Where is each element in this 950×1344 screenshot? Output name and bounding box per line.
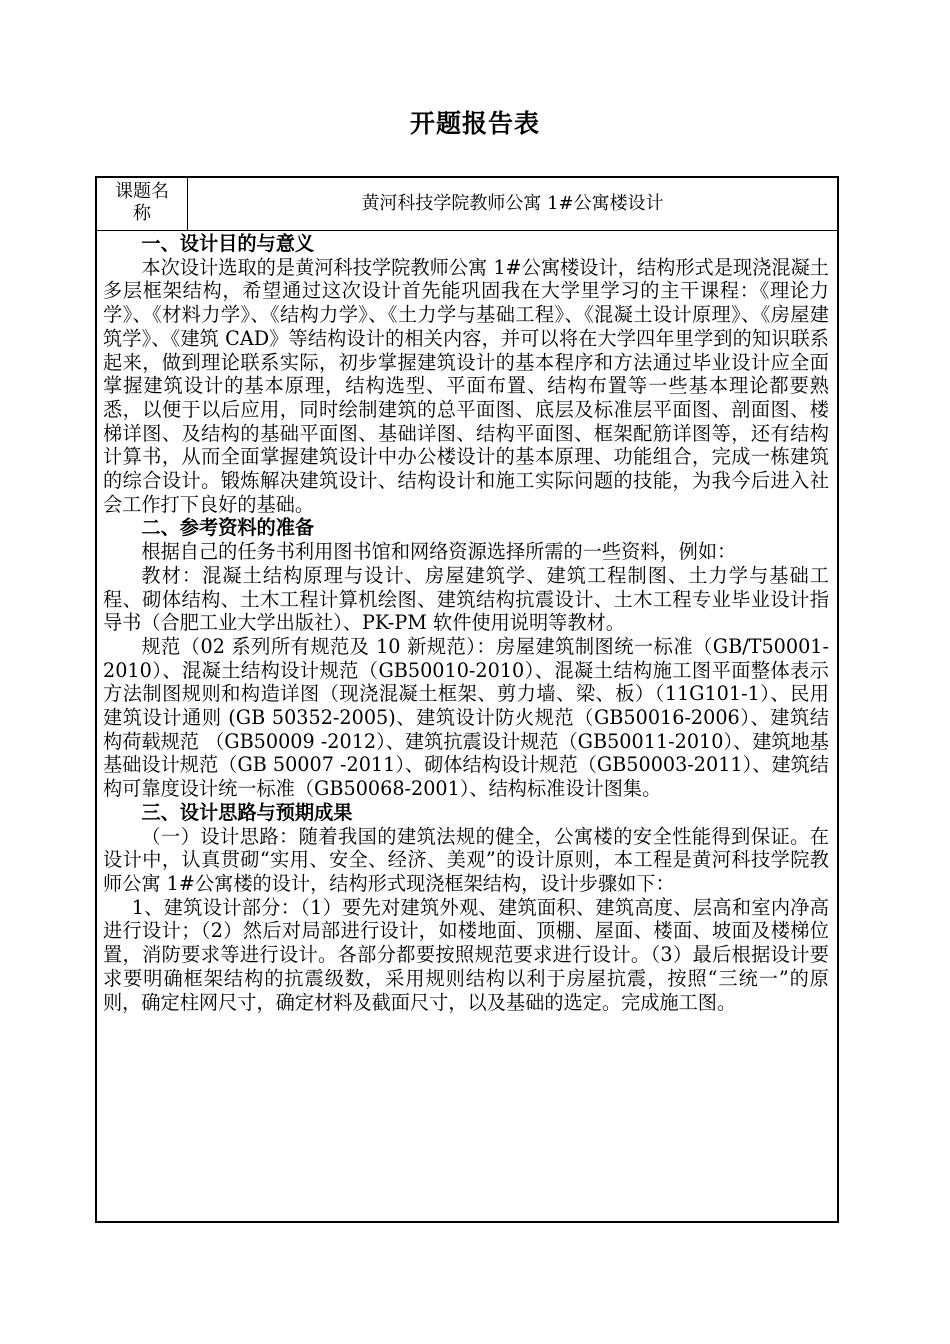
topic-label-line1: 课题名	[115, 181, 169, 202]
section-paragraph: 规范（02 系列所有规范及 10 新规范）：房屋建筑制图统一标准（GB/T50001-2010）、混凝土结构设计规范（GB50010-2010）、混凝土结构施工图平面整体表示方法制图规则和构造详图（现浇混凝土框架、剪力墙、梁、板）（11G101-1）、民用建筑设计通则 (GB 50352-2005)、建筑设计防火规范（GB50016-2006）、建筑结构荷载规范 （GB50009 -2012）、建筑抗震设计规范（GB50011-2010）、建筑地基基础设计规范（GB 50007 -2011）、砌体结构设计规范（GB50003-2011）、建筑结构可靠度设计统一标准（GB50068-2001）、结构标准设计图集。	[103, 634, 829, 801]
section-heading-references: 二、参考资料的准备	[141, 516, 315, 540]
topic-label-line2: 称	[133, 203, 151, 224]
topic-label	[97, 178, 188, 230]
section-paragraph: 1、建筑设计部分：（1）要先对建筑外观、建筑面积、建筑高度、层高和室内净高进行设计；（2）然后对局部进行设计，如楼地面、顶棚、屋面、楼面、坡面及楼梯位置，消防要求等进行设计。各部分都要按照规范要求进行设计。（3）最后根据设计要求要明确框架结构的抗震级数，采用规则结构以利于房屋抗震，按照“三统一”的原则，确定柱网尺寸，确定材料及截面尺寸，以及基础的选定。完成施工图。	[103, 895, 829, 1014]
topic-row	[97, 178, 837, 231]
section-heading-approach: 三、设计思路与预期成果	[141, 800, 353, 824]
section-paragraph: 本次设计选取的是黄河科技学院教师公寓 1#公寓楼设计，结构形式是现浇混凝土多层框架结构，希望通过这次设计首先能巩固我在大学里学习的主干课程：《理论力学》、《材料力学》、《结构力学》、《土力学与基础工程》、《混凝土设计原理》、《房屋建筑学》、《建筑 CAD》等结构设计的相关内容，并可以将在大学四年里学到的知识联系起来，做到理论联系实际，初步掌握建筑设计的基本程序和方法通过毕业设计应全面掌握建筑设计的基本原理，结构选型、平面布置、结构布置等一些基本理论都要熟悉，以便于以后应用，同时绘制建筑的总平面图、底层及标准层平面图、剖面图、楼梯详图、及结构的基础平面图、基础详图、结构平面图、框架配筋详图等，还有结构计算书，从而全面掌握建筑设计中办公楼设计的基本原理、功能组合，完成一栋建筑的综合设计。锻炼解决建筑设计、结构设计和施工实际问题的技能，为我今后进入社会工作打下良好的基础。	[103, 255, 829, 516]
section-paragraph: 根据自己的任务书利用图书馆和网络资源选择所需的一些资料，例如：	[141, 540, 737, 564]
report-table	[95, 176, 839, 1223]
section-paragraph: 教材：混凝土结构原理与设计、房屋建筑学、建筑工程制图、土力学与基础工程、砌体结构、土木工程计算机绘图、建筑结构抗震设计、土木工程专业毕业设计指导书（合肥工业大学出版社）、PK-PM 软件使用说明等教材。	[103, 563, 829, 635]
report-content	[103, 232, 829, 1014]
section-heading-purpose: 一、设计目的与意义	[141, 232, 315, 255]
section-paragraph: （一）设计思路：随着我国的建筑法规的健全，公寓楼的安全性能得到保证。在设计中，认真贯砌“实用、安全、经济、美观”的设计原则，本工程是黄河科技学院教师公寓 1#公寓楼的设计，结构形式现浇框架结构，设计步骤如下：	[103, 824, 829, 895]
page-title: 开题报告表	[409, 109, 540, 138]
topic-value: 黄河科技学院教师公寓 1#公寓楼设计	[361, 193, 664, 214]
